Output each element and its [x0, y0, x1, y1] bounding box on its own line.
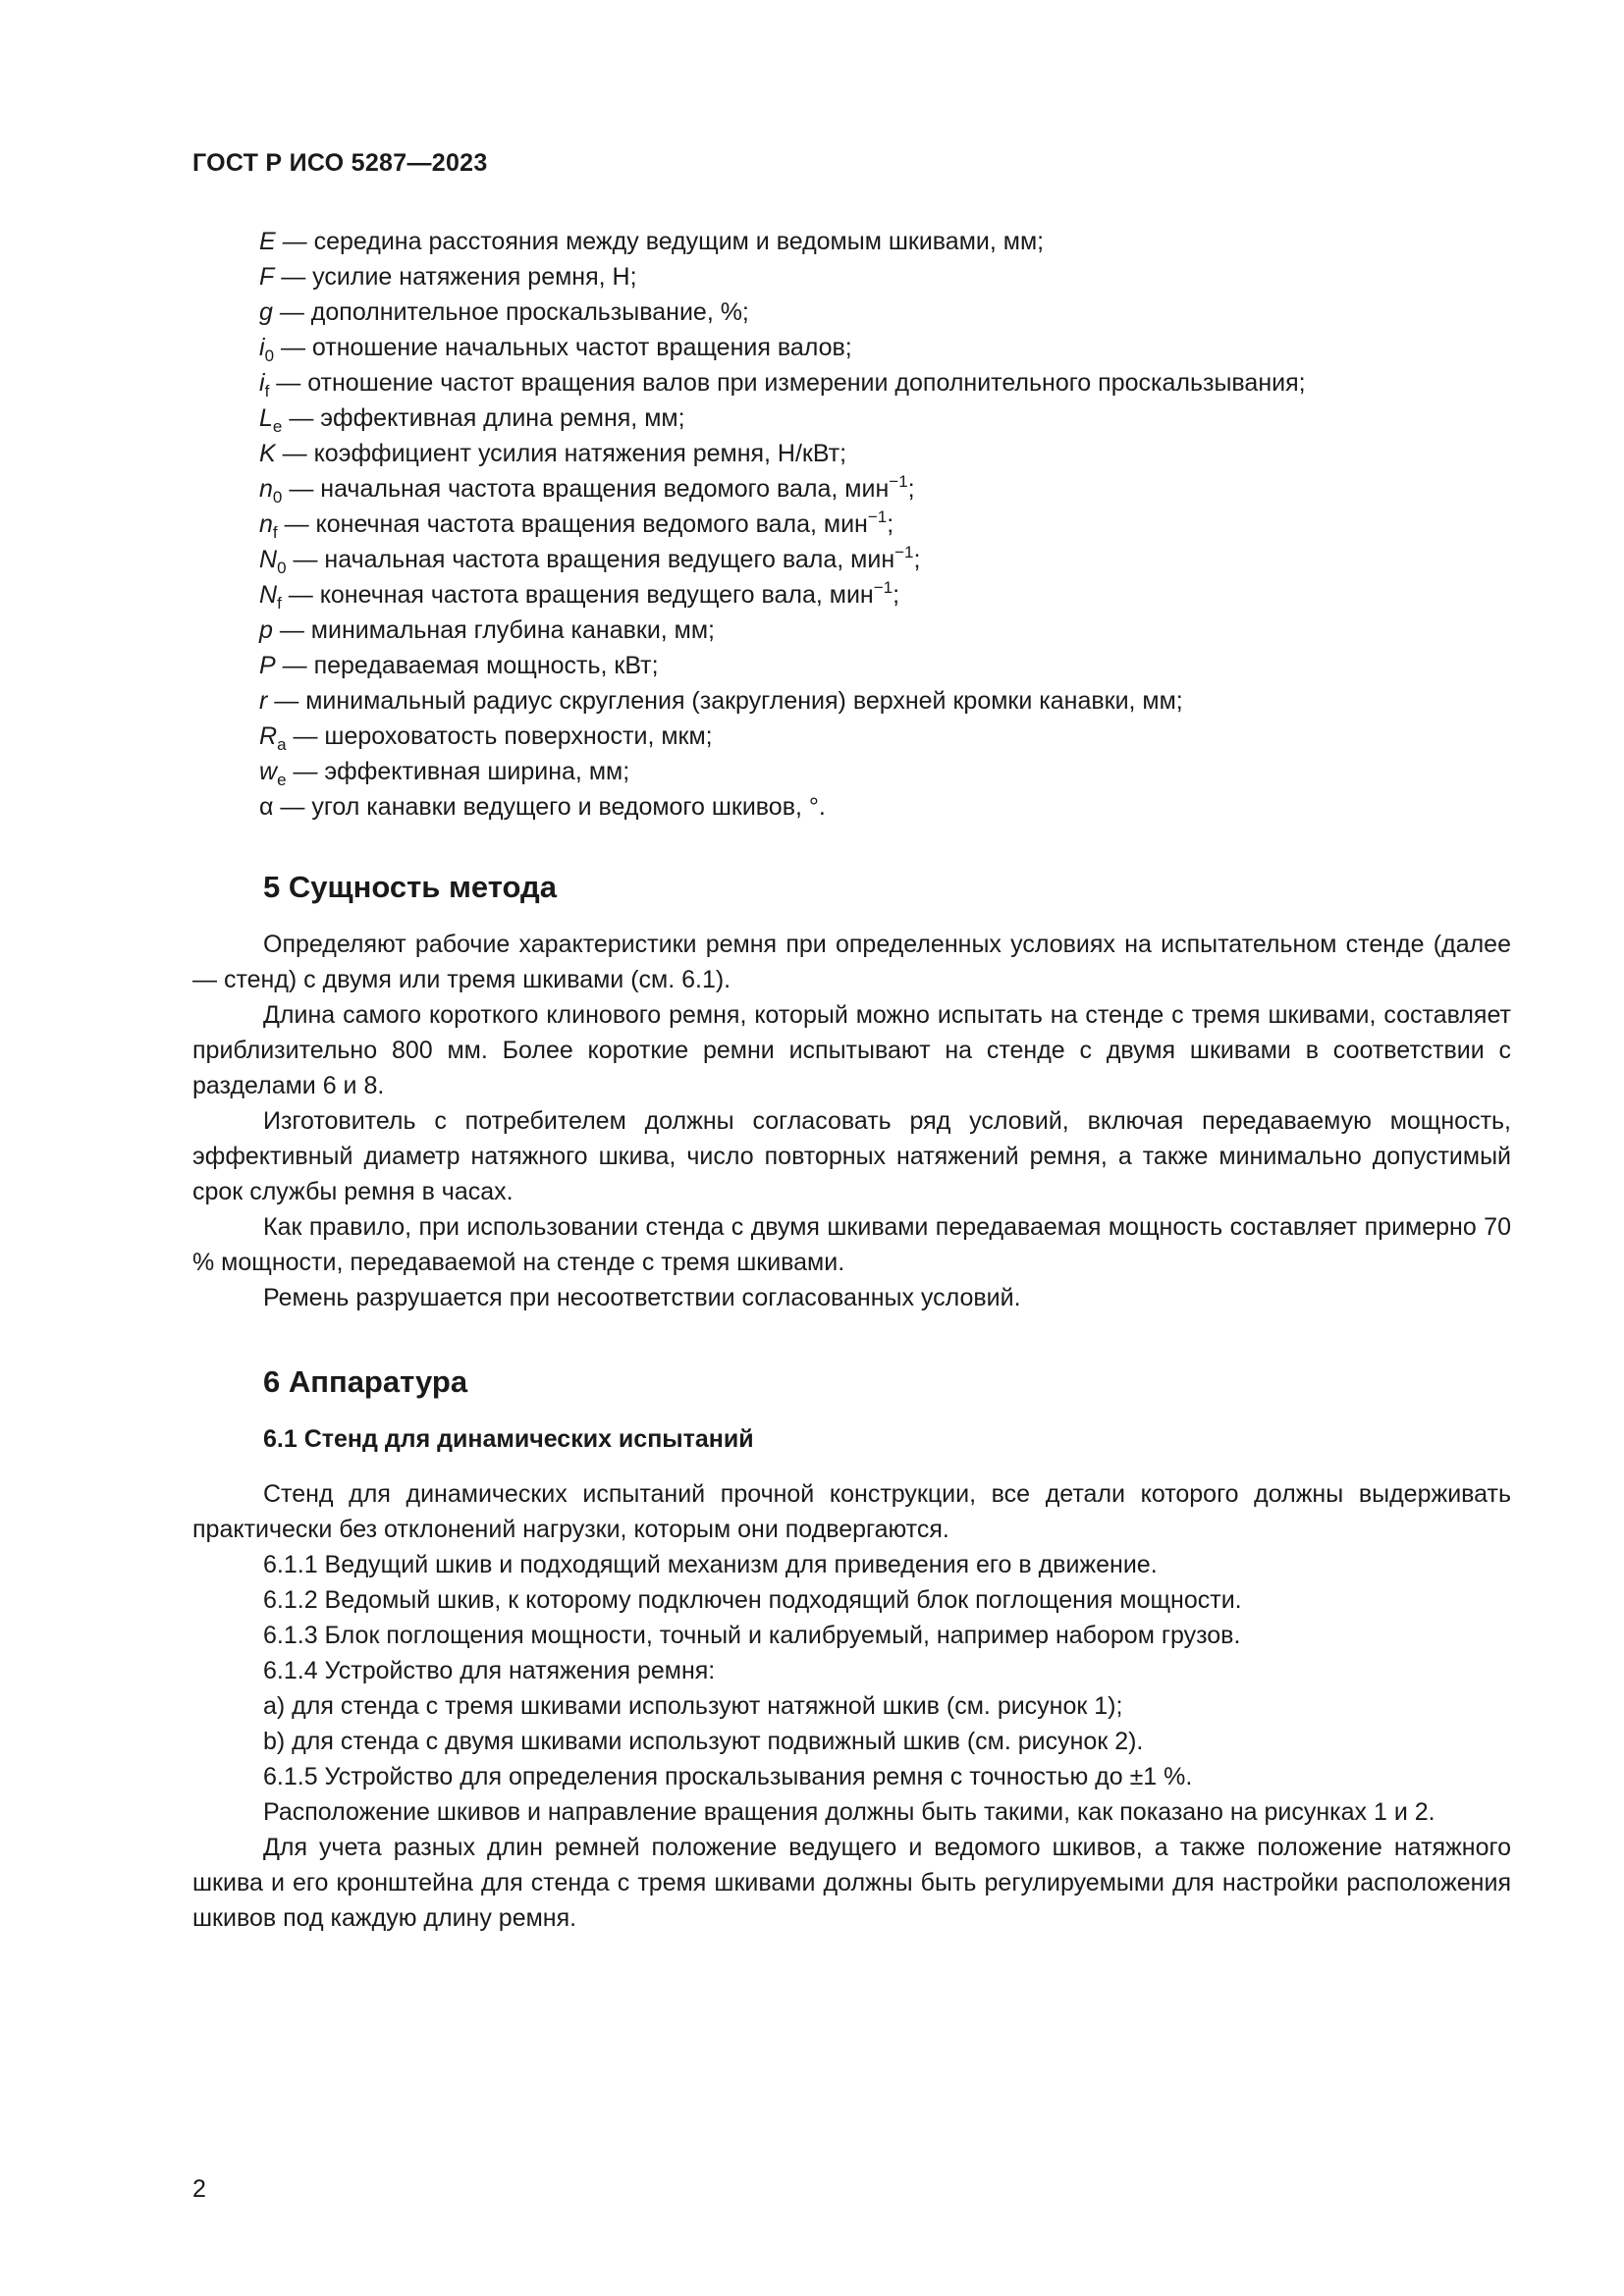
definition-text: — коэффициент усилия натяжения ремня, Н/кВт;	[275, 440, 847, 467]
definition-text: — конечная частота вращения ведомого вала, мин	[277, 510, 868, 538]
definition-text: — дополнительное проскальзывание, %;	[272, 298, 749, 326]
definitions	[192, 224, 1511, 825]
definition-item	[192, 613, 1511, 648]
definition-item	[192, 789, 1511, 825]
definition-symbol: n	[259, 475, 273, 503]
list-item: 6.1.3 Блок поглощения мощности, точный и калибруемый, например набором грузов.	[263, 1622, 1241, 1649]
definition-subscript: 0	[277, 559, 287, 577]
definition-item	[192, 400, 1511, 436]
definition-text: — конечная частота вращения ведущего вала, мин	[281, 581, 874, 609]
section-5	[192, 864, 1511, 1315]
section-6-paragraph: Для учета разных длин ремней положение ведущего и ведомого шкивов, а также положение натяжного шкива и его кронштейна для стенда с тремя шкивами должны быть регулируемыми для настройки расположения шкивов под каждую длину ремня.	[192, 1834, 1511, 1932]
section-5-title: 5 Сущность метода	[263, 870, 557, 904]
definition-symbol: F	[259, 263, 275, 291]
definition-superscript: −1	[894, 543, 914, 561]
list-item: 6.1.2 Ведомый шкив, к которому подключен подходящий блок поглощения мощности.	[263, 1586, 1242, 1614]
section-6-title: 6 Аппаратура	[263, 1364, 468, 1399]
definition-symbol: w	[259, 758, 278, 785]
section-6-intro: Стенд для динамических испытаний прочной конструкции, все детали которого должны выдерживать практически без отклонений нагрузки, которым они подвергаются.	[192, 1480, 1511, 1543]
definition-text: — середина расстояния между ведущим и ведомым шкивами, мм;	[275, 228, 1045, 255]
definition-symbol: r	[259, 687, 268, 715]
definition-text: — минимальный радиус скругления (закругления) верхней кромки канавки, мм;	[267, 687, 1183, 715]
definition-item	[192, 330, 1511, 365]
definition-item	[192, 648, 1511, 683]
definition-symbol: i	[259, 334, 265, 361]
definition-text: — эффективная длина ремня, мм;	[282, 404, 685, 432]
definition-symbol: α	[259, 793, 274, 821]
definition-symbol: E	[259, 228, 276, 255]
definition-item	[192, 436, 1511, 471]
definition-symbol: g	[259, 298, 273, 326]
definition-item: $N_f$ — конечная частота вращения ведущего вала, мин$^{-1}$;	[259, 578, 900, 613]
definition-subscript: e	[277, 771, 287, 789]
document-header: ГОСТ Р ИСО 5287—2023	[192, 149, 488, 177]
subsection-6-1-title: 6.1 Стенд для динамических испытаний	[263, 1425, 754, 1453]
definition-symbol: K	[259, 440, 276, 467]
definition-text: — минимальная глубина канавки, мм;	[272, 616, 715, 644]
section-5-paragraph: Ремень разрушается при несоответствии согласованных условий.	[263, 1284, 1021, 1311]
definition-symbol: p	[259, 616, 273, 644]
section-5-paragraph: Как правило, при использовании стенда с двумя шкивами передаваемая мощность составляет примерно 70 % мощности, передаваемой на стенде с тремя шкивами.	[192, 1213, 1511, 1276]
definition-text: — отношение начальных частот вращения валов;	[274, 334, 852, 361]
definition-symbol: R	[259, 722, 278, 750]
definition-text: — эффективная ширина, мм;	[286, 758, 630, 785]
list-item: 6.1.5 Устройство для определения проскальзывания ремня с точностью до ±1 %.	[263, 1763, 1193, 1790]
definition-item	[192, 259, 1511, 294]
definition-subscript: f	[272, 523, 278, 542]
definition-text: — усилие натяжения ремня, Н;	[274, 263, 637, 291]
definition-subscript: a	[277, 735, 287, 754]
definition-subscript: f	[264, 382, 270, 400]
section-5-paragraph: Определяют рабочие характеристики ремня при определенных условиях на испытательном стенде (далее — стенд) с двумя или тремя шкивами (см. 6.1).	[192, 931, 1511, 993]
definition-subscript: e	[272, 417, 283, 436]
list-item: 6.1.1 Ведущий шкив и подходящий механизм для приведения его в движение.	[263, 1551, 1158, 1578]
definition-item: $n_0$ — начальная частота вращения ведомого вала, мин$^{-1}$;	[259, 472, 915, 507]
definition-item: $N_0$ — начальная частота вращения ведущего вала, мин$^{-1}$;	[259, 543, 921, 577]
list-item: b) для стенда с двумя шкивами используют подвижный шкив (см. рисунок 2).	[263, 1728, 1144, 1755]
definition-text: — шероховатость поверхности, мкм;	[286, 722, 713, 750]
definition-item	[192, 719, 1511, 754]
definition-text: — начальная частота вращения ведущего вала, мин	[286, 546, 895, 573]
definition-superscript: −1	[889, 472, 908, 491]
definition-symbol: P	[259, 652, 276, 679]
symbols-list	[192, 224, 1511, 825]
definition-subscript: 0	[264, 347, 275, 365]
definition-subscript: 0	[272, 488, 283, 507]
definition-symbol: n	[259, 510, 273, 538]
definition-item	[192, 754, 1511, 789]
section-5-paragraph: Длина самого короткого клинового ремня, который можно испытать на стенде с тремя шкивами, составляет приблизительно 800 мм. Более короткие ремни испытывают на стенде с двумя шкивами в соответствии с разделами 6 и 8.	[192, 1001, 1511, 1099]
definition-text: — начальная частота вращения ведомого вала, мин	[282, 475, 890, 503]
page-number: 2	[192, 2175, 206, 2203]
definition-symbol: i	[259, 369, 265, 397]
section-6	[192, 1359, 1511, 1936]
definition-item	[192, 294, 1511, 330]
list-item: 6.1.4 Устройство для натяжения ремня:	[263, 1657, 716, 1684]
definition-superscript: −1	[873, 578, 893, 597]
definition-symbol: N	[259, 546, 278, 573]
definition-subscript: f	[277, 594, 282, 613]
definition-text: — передаваемая мощность, кВт;	[275, 652, 659, 679]
definition-superscript: −1	[867, 507, 888, 526]
section-6-paragraph: Расположение шкивов и направление вращения должны быть такими, как показано на рисунках 1 и 2.	[263, 1798, 1435, 1826]
definition-item	[192, 224, 1511, 259]
definition-symbol: L	[259, 404, 273, 432]
definition-symbol: N	[259, 581, 278, 609]
section-5-paragraph: Изготовитель с потребителем должны согласовать ряд условий, включая передаваемую мощность, эффективный диаметр натяжного шкива, число повторных натяжений ремня, а также минимально допустимый срок службы ремня в часах.	[192, 1107, 1511, 1205]
definition-item	[192, 365, 1511, 400]
definition-text: — отношение частот вращения валов при измерении дополнительного проскальзывания;	[269, 369, 1306, 397]
definition-text: — угол канавки ведущего и ведомого шкивов, °.	[273, 793, 826, 821]
definition-item: $n_f$ — конечная частота вращения ведомого вала, мин$^{-1}$;	[259, 507, 894, 542]
list-item: a) для стенда с тремя шкивами используют натяжной шкив (см. рисунок 1);	[263, 1692, 1123, 1720]
definition-item	[192, 683, 1511, 719]
